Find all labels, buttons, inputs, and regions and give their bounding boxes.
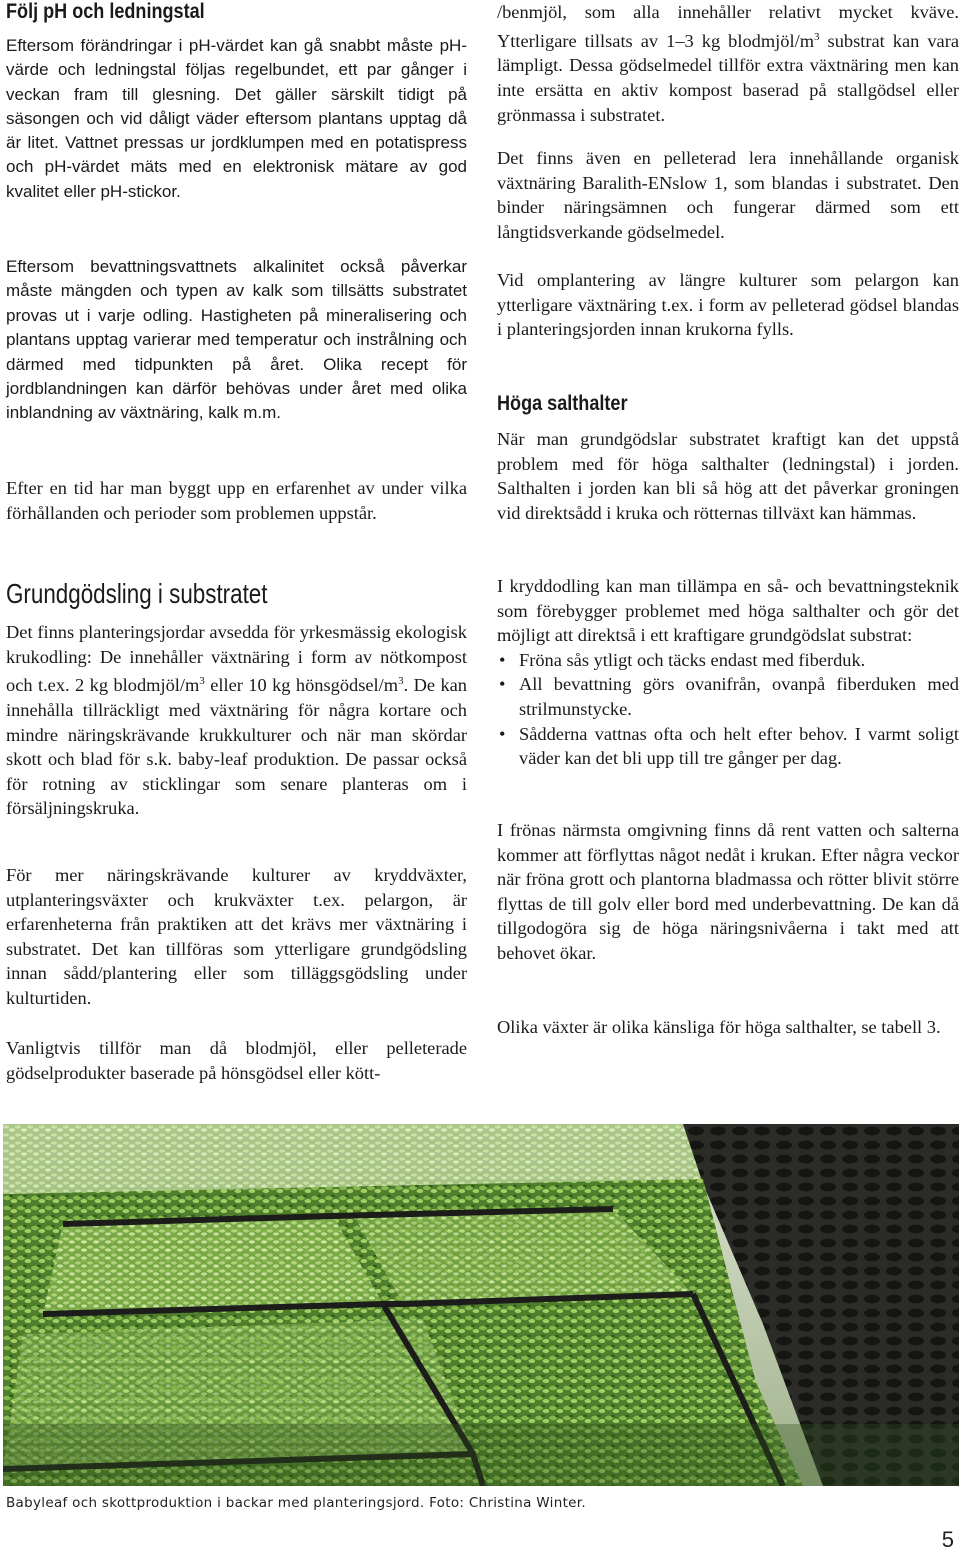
photo-caption: Babyleaf och skottproduktion i backar med planteringsjord. Foto: Christina Winter. — [6, 1495, 586, 1511]
heading-grundgodsling: Grundgödsling i substratet — [6, 578, 268, 609]
paragraph-kansliga: Olika växter är olika känsliga för höga salthalter, se tabell 3. — [497, 1017, 941, 1037]
heading-hoga-salthalter: Höga salthalter — [497, 392, 628, 415]
heading-ph-ledningstal: Följ pH och ledningstal — [6, 0, 205, 23]
paragraph-kryddodling: I kryddodling kan man tillämpa en så- och bevattningsteknik som förebygger problemet med höga salthalter och gör det möjligt att direktså i ett kraftigare grundgödslat substrat: — [497, 576, 959, 646]
list-item: • Fröna sås ytligt och täcks endast med fiberduk. — [497, 648, 959, 673]
paragraph-benmjol: /benmjöl, som alla innehåller relativt mycket kväve. Ytterligare tillsats av 1–3 kg blodmjöl/$m^3$ substrat kan vara lämpligt. Dessa gödselmedel tillför extra växtnäring men kan inte ersätta en aktiv kompost baserad på stallgödsel eller grönmassa i substratet. — [497, 2, 960, 125]
paragraph-blodmjol: Vanligtvis tillför man då blodmjöl, eller pelleterade gödselprodukter baserade på hönsgödsel eller kött- — [6, 1038, 467, 1083]
paragraph-ph-intro: Eftersom förändringar i pH-värdet kan gå snabbt måste pH-värde och ledningstal följas regelbundet, ett par gånger i veckan fram till glesning. Det gäller särskilt tidigt på säsongen och vid dåligt väder eftersom plantans upptag då är litet. Vattnet pressas ur jordklumpen med en potatispress och pH-värdet mäts med en elektronisk mätare av god kvalitet eller pH-stickor. — [6, 36, 467, 201]
list-item: • All bevattning görs ovanifrån, ovanpå fiberduken med strilmunstycke. — [497, 672, 959, 721]
page-number: 5 — [941, 1527, 954, 1552]
paragraph-erfarenhet: Efter en tid har man byggt upp en erfarenhet av under vilka förhållanden och perioder som problemen uppstår. — [6, 478, 467, 523]
list-item: • Sådderna vattnas ofta och helt efter behov. I varmt soligt väder kan det bli upp till tre gånger per dag. — [497, 722, 959, 771]
bullet-list — [497, 648, 959, 771]
paragraph-fronas-omgivning: I frönas närmsta omgivning finns då rent vatten och salterna kommer att förflyttas något nedåt i krukan. Efter några veckor när fröna grott och plantorna bladmassa och rötter blivit större flyttas de till golv eller bord med underbevattning. De kan då tillgodogöra sig de höga näringsnivåerna i takt med att behovet ökar. — [497, 820, 959, 963]
paragraph-planteringsjordar: Det finns planteringsjordar avsedda för yrkesmässig ekologisk krukodling: De innehåller växtnäring i form av nötkompost och t.ex. 2 kg blodmjöl/$m^3$ eller 10 kg hönsgödsel/$m^3$. De kan innehålla tillräckligt med växtnäring för några kortare och mindre näringskrävande krukkulturer och när man skördar skott och blad för s.k. baby-leaf produktion. De passar också för rotning av sticklingar som senare planteras om i försäljningskruka. — [6, 622, 467, 819]
paragraph-narningskravande: För mer näringskrävande kulturer av kryddväxter, utplanteringsväxter och krukväxter t.ex. pelargon, är erfarenheterna från praktiken att det krävs mer växtnäring i substratet. Det kan tillföras som ytterligare grundgödsling innan sådd/plantering eller som tilläggsgödsling under kulturtiden. — [6, 865, 467, 1008]
paragraph-salthalter: När man grundgödslar substratet kraftigt kan det uppstå problem med för höga salthalter (ledningstal) i jorden. Salthalten i jorden kan bli så hög att det påverkar groningen vid direktsådd i kruka och rötternas tillväxt kan hämmas. — [497, 429, 959, 523]
paragraph-pelleterad-lera: Det finns även en pelleterad lera innehållande organisk växtnäring Baralith-ENslow 1, som blandas i substratet. Den binder näringsämnen och fungerar därmed som ett långtidsverkande gödselmedel. — [497, 148, 959, 242]
photo-babyleaf-trays — [3, 1124, 959, 1486]
paragraph-alkalinitet: Eftersom bevattningsvattnets alkalinitet också påverkar måste mängden och typen av kalk som tillsätts substratet provas ut i varje odling. Hastigheten på mineralisering och plantans upptag varierar med temperatur och instrålning och därmed med tidpunkten på året. Olika recept för jordblandningen kan därför behövas under året med olika inblandning av växtnäring, kalk m.m. — [6, 257, 467, 423]
paragraph-omplantering: Vid omplantering av längre kulturer som pelargon kan ytterligare växtnäring t.ex. i form av pelleterad gödsel blandas i planteringsjorden innan krukorna fylls. — [497, 270, 959, 340]
